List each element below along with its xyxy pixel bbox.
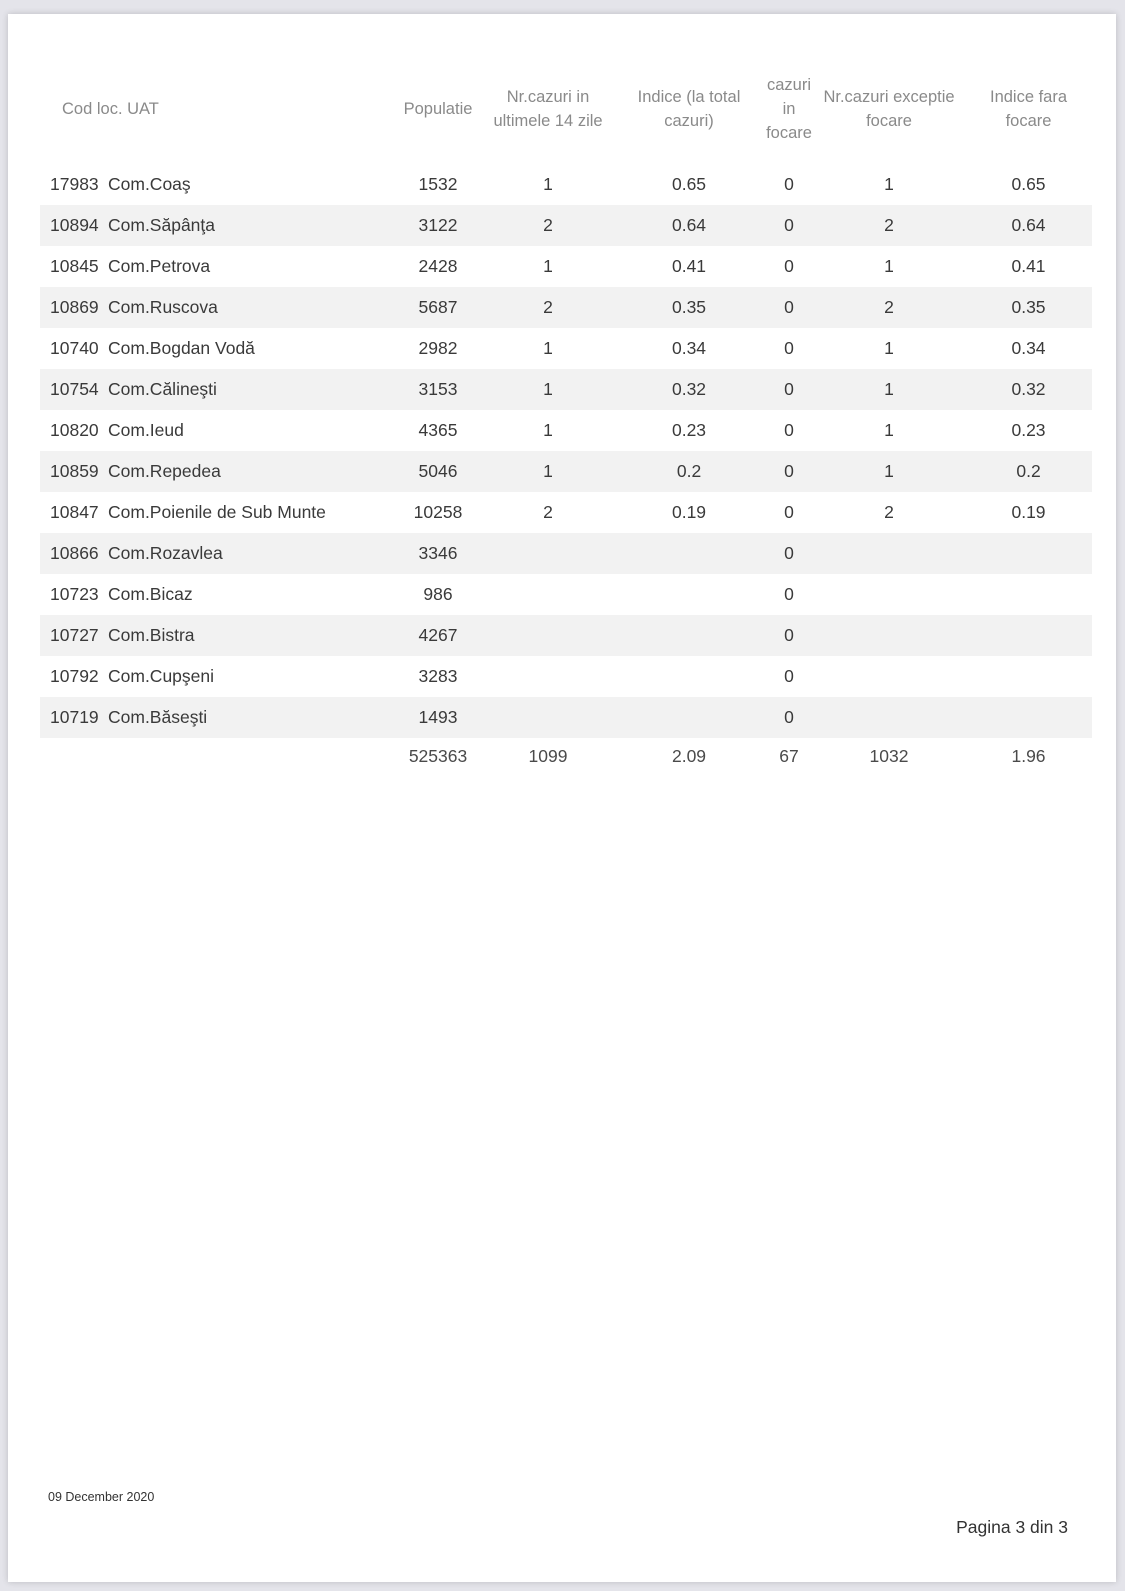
table-row xyxy=(40,574,1092,615)
cell-code: 10754 xyxy=(40,369,108,410)
cell-index: 0.34 xyxy=(671,338,707,358)
header-populatie: Populatie xyxy=(403,100,473,118)
cell-index-fara xyxy=(965,574,1092,615)
cell-code: 10719 xyxy=(40,697,108,738)
table-row xyxy=(40,205,1092,246)
header-row xyxy=(40,54,1092,164)
cell-cases: 1 xyxy=(543,174,553,194)
cell-focare: 0 xyxy=(765,697,813,738)
cell-code: 17983 xyxy=(50,174,99,194)
cell-exceptie xyxy=(813,574,965,615)
cell-index xyxy=(613,533,765,574)
cell-populatie: 4365 xyxy=(418,420,458,440)
cell-name: Com.Săpânţa xyxy=(108,205,393,246)
cell-focare: 0 xyxy=(765,205,813,246)
totals-row xyxy=(40,738,1092,774)
header-nr-cazuri: Nr.cazuri in ultimele 14 zile xyxy=(493,88,603,130)
cell-cases: 2 xyxy=(543,502,553,522)
cell-exceptie: 1 xyxy=(884,174,894,194)
header-cod-uat: Cod loc. UAT xyxy=(62,100,159,118)
table-row xyxy=(40,451,1092,492)
cell-index-fara: 0.64 xyxy=(965,205,1092,246)
header-indice-fara: Indice fara focare xyxy=(989,88,1068,130)
cell-name: Com.Coaş xyxy=(108,174,191,194)
table-row xyxy=(40,656,1092,697)
cell-name: Com.Repedea xyxy=(108,451,393,492)
cell-index xyxy=(613,574,765,615)
cell-index: 0.35 xyxy=(613,287,765,328)
cell-name: Com.Bistra xyxy=(108,615,393,656)
cell-exceptie: 1 xyxy=(884,338,894,358)
cell-cases: 1 xyxy=(543,420,553,440)
cell-exceptie xyxy=(813,656,965,697)
cell-exceptie: 2 xyxy=(813,205,965,246)
cell-name: Com.Ieud xyxy=(108,420,184,440)
cell-cases: 1 xyxy=(483,369,613,410)
uat-table xyxy=(40,54,1092,774)
cell-exceptie: 1 xyxy=(884,256,894,276)
cell-cases: 1 xyxy=(543,338,553,358)
cell-focare: 0 xyxy=(765,615,813,656)
cell-index-fara: 0.34 xyxy=(1011,338,1046,358)
cell-index xyxy=(613,656,765,697)
cell-code: 10792 xyxy=(50,666,99,686)
cell-populatie: 2982 xyxy=(418,338,458,358)
cell-name: Com.Cupşeni xyxy=(108,666,215,686)
cell-focare: 0 xyxy=(765,451,813,492)
cell-populatie: 10258 xyxy=(413,502,463,522)
cell-name: Com.Călineşti xyxy=(108,369,393,410)
cell-index: 0.65 xyxy=(671,174,707,194)
cell-focare: 0 xyxy=(765,287,813,328)
header-cazuri-focare: cazuri in focare xyxy=(766,76,812,142)
cell-index: 0.64 xyxy=(613,205,765,246)
cell-cases: 1 xyxy=(483,451,613,492)
cell-code: 10820 xyxy=(50,420,99,440)
cell-focare: 0 xyxy=(765,369,813,410)
header-indice-total: Indice (la total cazuri) xyxy=(637,88,741,130)
cell-name: Com.Poienile de Sub Munte xyxy=(108,502,326,522)
total-populatie: 525363 xyxy=(408,745,468,766)
cell-index-fara: 0.35 xyxy=(965,287,1092,328)
cell-exceptie: 1 xyxy=(884,420,894,440)
footer-date: 09 December 2020 xyxy=(48,1490,155,1504)
page-number: Pagina 3 din 3 xyxy=(956,1517,1068,1537)
cell-name: Com.Petrova xyxy=(108,256,211,276)
cell-index xyxy=(613,615,765,656)
table-row xyxy=(40,287,1092,328)
cell-index-fara: 0.65 xyxy=(1011,174,1046,194)
total-index: 2.09 xyxy=(671,745,707,766)
cell-index: 0.32 xyxy=(613,369,765,410)
cell-focare: 0 xyxy=(784,584,794,604)
cell-populatie: 3346 xyxy=(393,533,483,574)
table-row xyxy=(40,615,1092,656)
table-row xyxy=(40,246,1092,287)
total-index-fara: 1.96 xyxy=(1011,745,1046,766)
cell-index-fara xyxy=(965,656,1092,697)
cell-index-fara: 0.32 xyxy=(965,369,1092,410)
cell-exceptie: 2 xyxy=(813,287,965,328)
document-page xyxy=(8,14,1116,1582)
cell-index-fara: 0.41 xyxy=(1011,256,1046,276)
table-row xyxy=(40,369,1092,410)
cell-populatie: 3122 xyxy=(393,205,483,246)
cell-populatie: 4267 xyxy=(393,615,483,656)
cell-cases xyxy=(483,656,613,697)
cell-populatie: 5046 xyxy=(393,451,483,492)
cell-exceptie xyxy=(813,615,965,656)
cell-code: 10859 xyxy=(40,451,108,492)
table-row xyxy=(40,492,1092,533)
cell-index: 0.2 xyxy=(613,451,765,492)
cell-index-fara: 0.23 xyxy=(1011,420,1046,440)
cell-name: Com.Bogdan Vodă xyxy=(108,338,255,358)
cell-index: 0.19 xyxy=(671,502,707,522)
total-exceptie: 1032 xyxy=(869,745,909,766)
cell-exceptie xyxy=(813,533,965,574)
cell-populatie: 1493 xyxy=(393,697,483,738)
cell-focare: 0 xyxy=(784,174,794,194)
header-nr-exceptie: Nr.cazuri exceptie focare xyxy=(823,88,955,130)
cell-focare: 0 xyxy=(784,420,794,440)
cell-index: 0.41 xyxy=(671,256,707,276)
cell-exceptie: 1 xyxy=(813,369,965,410)
cell-exceptie xyxy=(813,697,965,738)
cell-populatie: 3283 xyxy=(418,666,458,686)
cell-index xyxy=(613,697,765,738)
cell-index-fara: 0.19 xyxy=(1011,502,1046,522)
cell-cases: 2 xyxy=(483,205,613,246)
cell-name: Com.Rozavlea xyxy=(108,533,393,574)
cell-index-fara xyxy=(965,533,1092,574)
cell-focare: 0 xyxy=(784,502,794,522)
cell-name: Com.Ruscova xyxy=(108,287,393,328)
cell-exceptie: 2 xyxy=(884,502,894,522)
cell-focare: 0 xyxy=(784,256,794,276)
totals-label-cell xyxy=(40,738,393,774)
table-row xyxy=(40,533,1092,574)
cell-index-fara xyxy=(965,697,1092,738)
cell-code: 10894 xyxy=(40,205,108,246)
cell-code: 10723 xyxy=(50,584,99,604)
table-row xyxy=(40,410,1092,451)
cell-code: 10727 xyxy=(40,615,108,656)
cell-populatie: 1532 xyxy=(418,174,458,194)
table-row xyxy=(40,328,1092,369)
cell-code: 10866 xyxy=(40,533,108,574)
cell-cases xyxy=(483,697,613,738)
cell-exceptie: 1 xyxy=(813,451,965,492)
table-row xyxy=(40,697,1092,738)
cell-index-fara: 0.2 xyxy=(965,451,1092,492)
cell-cases xyxy=(483,574,613,615)
total-focare: 67 xyxy=(779,745,799,766)
cell-cases: 1 xyxy=(543,256,553,276)
cell-populatie: 3153 xyxy=(393,369,483,410)
cell-focare: 0 xyxy=(784,666,794,686)
cell-focare: 0 xyxy=(784,338,794,358)
cell-name: Com.Bicaz xyxy=(108,584,193,604)
cell-populatie: 986 xyxy=(423,584,453,604)
cell-code: 10845 xyxy=(50,256,99,276)
cell-cases xyxy=(483,615,613,656)
cell-populatie: 2428 xyxy=(418,256,458,276)
cell-cases xyxy=(483,533,613,574)
table-row xyxy=(40,164,1092,205)
cell-name: Com.Băseşti xyxy=(108,697,393,738)
cell-focare: 0 xyxy=(765,533,813,574)
cell-populatie: 5687 xyxy=(393,287,483,328)
cell-cases: 2 xyxy=(483,287,613,328)
cell-code: 10847 xyxy=(50,502,99,522)
cell-index: 0.23 xyxy=(671,420,707,440)
cell-code: 10740 xyxy=(50,338,99,358)
cell-code: 10869 xyxy=(40,287,108,328)
cell-index-fara xyxy=(965,615,1092,656)
total-cases: 1099 xyxy=(528,745,568,766)
